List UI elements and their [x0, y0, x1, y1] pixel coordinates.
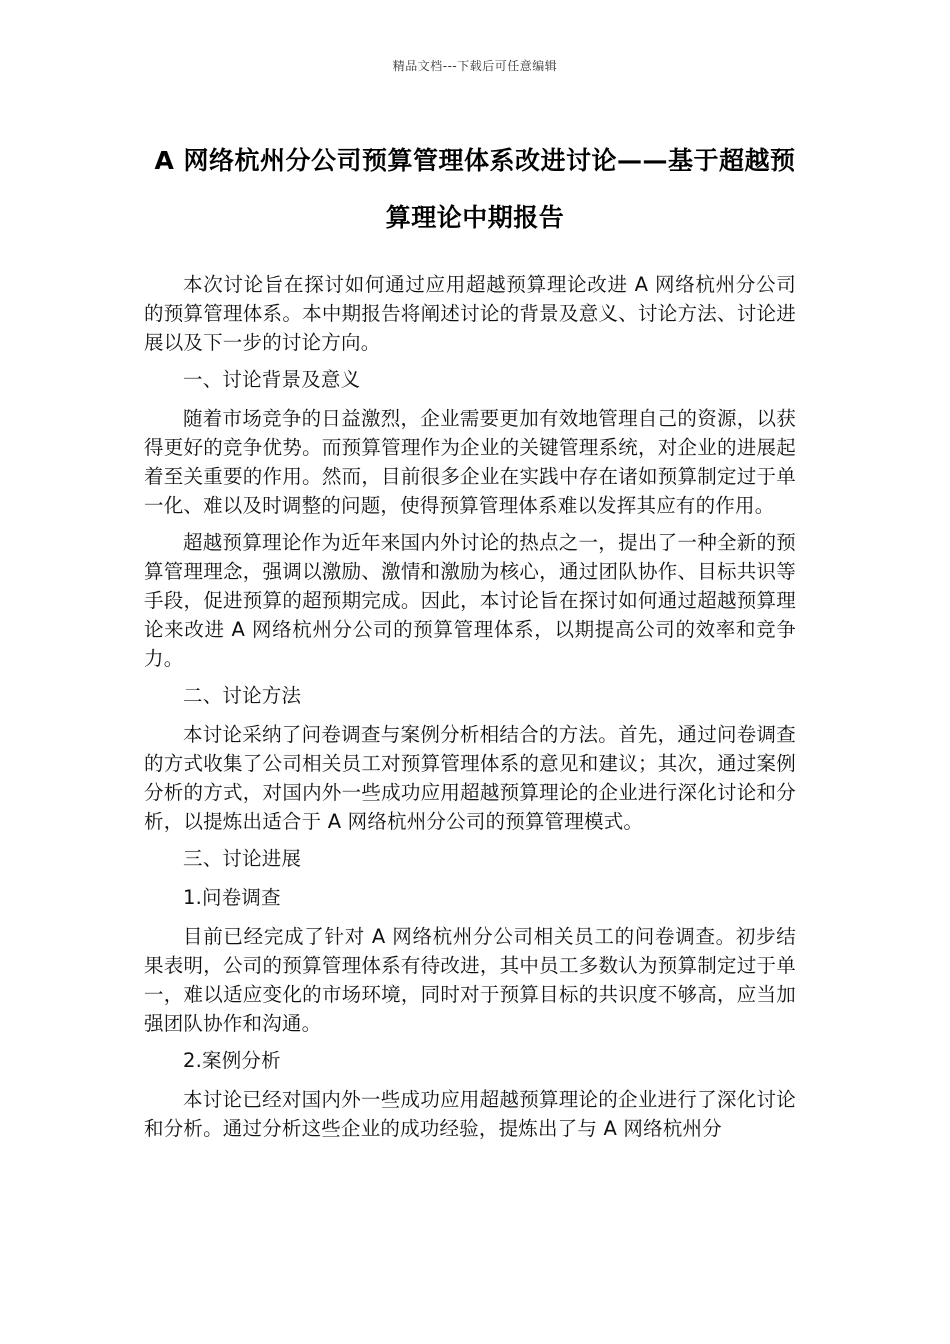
document-body	[144, 270, 796, 1151]
header-note: 精品文档---下载后可任意编辑	[392, 59, 558, 73]
subheading-case-analysis: 2.案例分析	[183, 1049, 281, 1072]
section-heading-progress: 三、讨论进展	[183, 847, 302, 870]
case-analysis-paragraph: 本讨论已经对国内外一些成功应用超越预算理论的企业进行了深化讨论和分析。通过分析这些企业的成功经验，提炼出了与 A 网络杭州分	[144, 1088, 796, 1140]
section-heading-background: 一、讨论背景及意义	[183, 368, 361, 391]
subheading-survey: 1.问卷调查	[183, 886, 281, 909]
background-paragraph-2: 超越预算理论作为近年来国内外讨论的热点之一，提出了一种全新的预算管理理念，强调以激励、激情和激励为核心，通过团队协作、目标共识等手段，促进预算的超预期完成。因此，本讨论旨在探讨如何通过超越预算理论来改进 A 网络杭州分公司的预算管理体系，以期提高公司的效率和竞争力。	[144, 531, 796, 670]
method-paragraph: 本讨论采纳了问卷调查与案例分析相结合的方法。首先，通过问卷调查的方式收集了公司相关员工对预算管理体系的意见和建议；其次，通过案例分析的方式，对国内外一些成功应用超越预算理论的企业进行深化讨论和分析，以提炼出适合于 A 网络杭州分公司的预算管理模式。	[144, 723, 796, 833]
background-paragraph-1: 随着市场竞争的日益激烈，企业需要更加有效地管理自己的资源，以获得更好的竞争优势。而预算管理作为企业的关键管理系统，对企业的进展起着至关重要的作用。然而，目前很多企业在实践中存在诸如预算制定过于单一化、难以及时调整的问题，使得预算管理体系难以发挥其应有的作用。	[144, 407, 796, 517]
section-heading-method: 二、讨论方法	[183, 684, 302, 707]
document-title: A 网络杭州分公司预算管理体系改进讨论——基于超越预算理论中期报告	[154, 146, 796, 232]
survey-paragraph: 目前已经完成了针对 A 网络杭州分公司相关员工的问卷调查。初步结果表明，公司的预算管理体系有待改进，其中员工多数认为预算制定过于单一，难以适应变化的市场环境，同时对于预算目标的共识度不够高，应当加强团队协作和沟通。	[144, 925, 796, 1035]
intro-paragraph: 本次讨论旨在探讨如何通过应用超越预算理论改进 A 网络杭州分公司的预算管理体系。本中期报告将阐述讨论的背景及意义、讨论方法、讨论进展以及下一步的讨论方向。	[144, 273, 796, 354]
